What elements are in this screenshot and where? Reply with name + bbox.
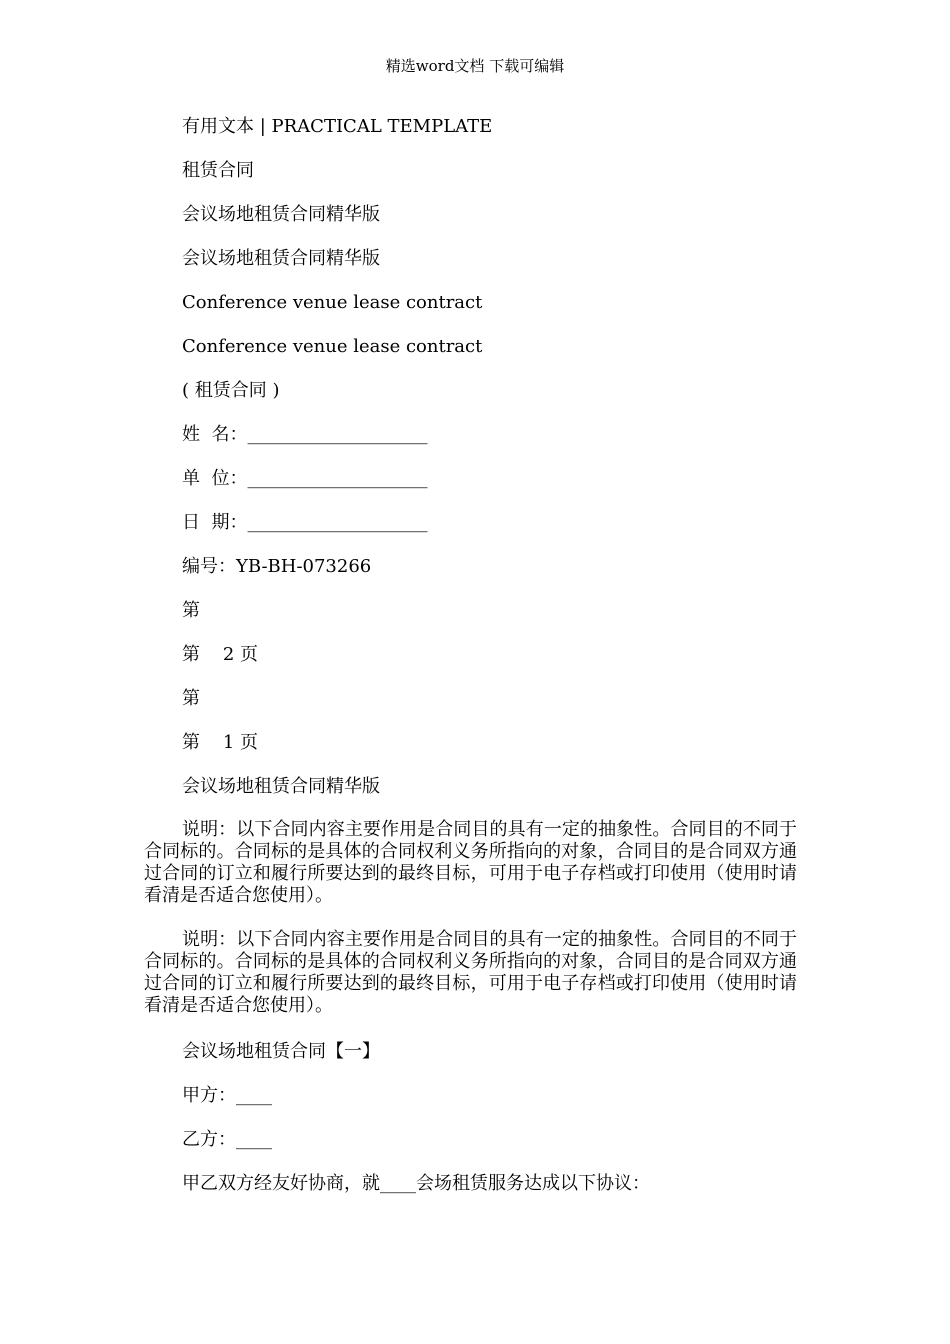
page-marker: 第 [182,600,200,621]
note-paragraph: 说明：以下合同内容主要作用是合同目的具有一定的抽象性。合同目的不同于合同标的。合同标的是具体的合同权利义务所指向的对象，合同目的是合同双方通过合同的订立和履行所要达到的最终目标，可用于电子存档或打印使用（使用时请看清是否适合您使用）。 [144,819,797,906]
title-cn-repeat: 会议场地租赁合同精华版 [182,248,380,269]
title-en-repeat: Conference venue lease contract [182,336,483,357]
template-label: 有用文本 | PRACTICAL TEMPLATE [182,116,493,137]
page-number-1: 第 1 页 [182,732,259,753]
party-b-field: 乙方：____ [182,1129,272,1150]
title-cn: 会议场地租赁合同精华版 [182,204,380,225]
category-label: 租赁合同 [182,160,254,181]
category-parenthetical: ( 租赁合同 ) [182,380,280,401]
date-field: 日 期：____________________ [182,512,428,533]
party-a-field: 甲方：____ [182,1085,272,1106]
page-marker: 第 [182,688,200,709]
name-field: 姓 名：____________________ [182,424,428,445]
section-title: 会议场地租赁合同【一】 [182,1041,380,1062]
page-header: 精选word文档 下载可编辑 [385,57,565,75]
title-en: Conference venue lease contract [182,292,483,313]
serial-number: 编号：YB-BH-073266 [182,556,372,577]
agreement-intro: 甲乙双方经友好协商，就____会场租赁服务达成以下协议： [182,1173,650,1194]
unit-field: 单 位：____________________ [182,468,428,489]
page-number-2: 第 2 页 [182,644,259,665]
body-title: 会议场地租赁合同精华版 [182,776,380,797]
note-paragraph-repeat: 说明：以下合同内容主要作用是合同目的具有一定的抽象性。合同目的不同于合同标的。合同标的是具体的合同权利义务所指向的对象，合同目的是合同双方通过合同的订立和履行所要达到的最终目标，可用于电子存档或打印使用（使用时请看清是否适合您使用）。 [144,929,797,1016]
